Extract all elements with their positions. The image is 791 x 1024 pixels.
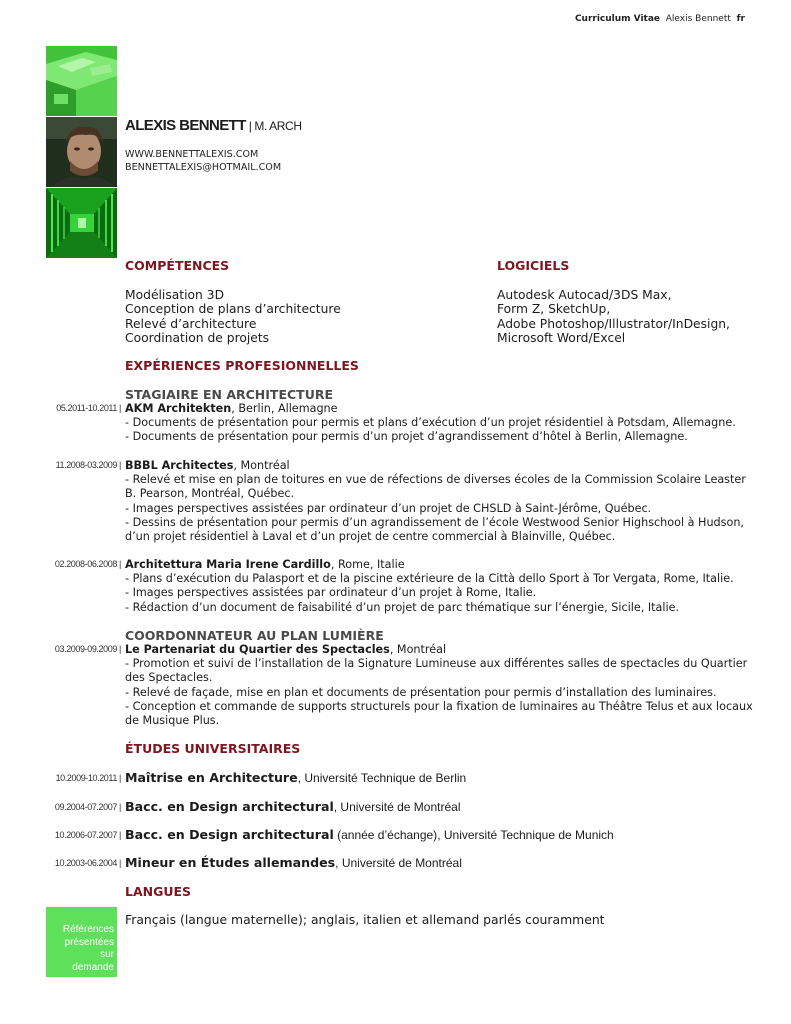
school-name: , Université Technique de Munich — [437, 828, 614, 842]
corridor-image — [46, 188, 117, 258]
header-name: Alexis Bennett — [665, 14, 731, 24]
role-heading-lighting: COORDONNATEUR AU PLAN LUMIÈRE — [125, 628, 384, 643]
job-entry — [125, 459, 753, 544]
job-line: - Images perspectives assistées par ordinateur d’un projet de CHSLD à Saint-Jérôme, Québec. — [125, 501, 652, 515]
job-date: 05.2011-10.2011 | — [56, 403, 121, 413]
job-entry — [125, 643, 753, 728]
references-line: Références — [62, 924, 114, 935]
language-code: fr — [736, 14, 745, 24]
skill-item: Conception de plans d’architecture — [125, 302, 341, 317]
job-line: - Dessins de présentation pour permis d’un agrandissement de l’école Westwood Senior Highschool à Hudson, — [125, 515, 744, 529]
education-heading: ÉTUDES UNIVERSITAIRES — [125, 741, 301, 756]
job-entry — [125, 558, 753, 615]
page-header — [575, 14, 745, 24]
job-line: - Documents de présentation pour permis et plans d’exécution d’un projet résidentiel à Potsdam, Allemagne. — [125, 416, 736, 430]
school-name: , Université Technique de Berlin — [297, 771, 467, 785]
skills-heading: COMPÉTENCES — [125, 258, 230, 273]
job-line: - Conception et commande de supports structurels pour la fixation de luminaires au Théâtre Telus et aux locaux — [125, 699, 753, 713]
full-name: ALEXIS BENNETT — [125, 117, 246, 134]
candidate-name — [125, 117, 302, 134]
job-date: 11.2008-03.2009 | — [55, 460, 121, 470]
degree-name: Mineur en Études allemandes — [125, 855, 336, 870]
job-line: - Promotion et suivi de l’installation de la Signature Lumineuse aux différentes salles de spectacles du Quartier — [125, 657, 748, 671]
role-heading-intern: STAGIAIRE EN ARCHITECTURE — [125, 387, 334, 402]
job-company: Le Partenariat du Quartier des Spectacles — [125, 643, 390, 656]
job-line: - Relevé de façade, mise en plan et documents de présentation pour permis d’installation des luminaires. — [125, 685, 717, 699]
job-line: de Musique Plus. — [125, 714, 220, 728]
name-separator: | — [245, 119, 255, 133]
job-line: - Plans d’exécution du Palasport et de la piscine extérieure de la Città dello Sport à Tor Vergata, Rome, Italie. — [125, 572, 734, 586]
software-item: Form Z, SketchUp, — [497, 302, 611, 317]
job-company: AKM Architekten — [125, 402, 232, 415]
job-date: 03.2009-09.2009 | — [54, 644, 121, 654]
references-line: demande — [72, 961, 114, 973]
degree-name: Maîtrise en Architecture — [125, 770, 298, 785]
software-item: Microsoft Word/Excel — [497, 330, 626, 345]
job-line: - Rédaction d’un document de faisabilité d’un projet de parc thématique sur l’énergie, Sicile, Italie. — [125, 600, 680, 614]
job-line: - Images perspectives assistées par ordinateur d’un projet à Rome, Italie. — [125, 586, 537, 600]
portrait-photo — [46, 117, 117, 187]
languages-heading: LANGUES — [125, 884, 192, 899]
school-name: , Université de Montréal — [335, 856, 462, 870]
education-entry — [125, 770, 466, 785]
education-date: 10.2009-10.2011 | — [55, 773, 121, 783]
contact-block — [125, 148, 281, 174]
degree-name: Bacc. en Design architectural — [125, 827, 334, 842]
software-item: Adobe Photoshop/Illustrator/InDesign, — [497, 316, 730, 331]
references-line: présentées — [64, 936, 114, 948]
software-heading: LOGICIELS — [497, 258, 570, 273]
skill-item: Relevé d’architecture — [125, 316, 257, 331]
job-location: , Montréal — [233, 459, 290, 472]
skill-item: Modélisation 3D — [125, 288, 225, 302]
education-date: 10.2006-07.2007 | — [54, 830, 121, 840]
skills-list — [125, 288, 341, 345]
job-date: 02.2008-06.2008 | — [54, 559, 121, 569]
job-location: , Berlin, Allemagne — [231, 402, 338, 415]
degree-title: M. ARCH — [254, 119, 302, 133]
education-date: 09.2004-07.2007 | — [54, 802, 121, 812]
job-line: - Documents de présentation pour permis d’un projet d’agrandissement d’hôtel à Berlin, Allemagne. — [125, 430, 688, 444]
education-date: 10.2003-06.2004 | — [54, 858, 121, 868]
job-location: , Rome, Italie — [330, 558, 405, 571]
degree-name: Bacc. en Design architectural — [125, 799, 334, 814]
job-company: BBBL Architectes — [125, 459, 234, 472]
job-company: Architettura Maria Irene Cardillo — [125, 558, 331, 571]
degree-note: (année d’échange) — [333, 828, 438, 842]
software-list — [497, 288, 730, 345]
job-entry — [125, 402, 753, 445]
website-link[interactable]: WWW.BENNETTALEXIS.COM — [125, 149, 259, 160]
architecture-model-image — [46, 46, 117, 116]
languages-text: Français (langue maternelle); anglais, italien et allemand parlés couramment — [125, 912, 605, 927]
software-item: Autodesk Autocad/3DS Max, — [497, 288, 672, 302]
education-entry — [125, 799, 461, 814]
education-entry — [125, 827, 614, 842]
references-line: sur — [100, 949, 114, 960]
job-line: d’un projet résidentiel à Laval et d’un projet de centre commercial à Blainville, Québec. — [125, 530, 616, 544]
skill-item: Coordination de projets — [125, 330, 270, 345]
job-line: - Relevé et mise en plan de toitures en vue de réfections de diverses écoles de la Commission Scolaire Leaster — [125, 473, 746, 487]
email-link[interactable]: BENNETTALEXIS@HOTMAIL.COM — [125, 162, 282, 173]
job-line: B. Pearson, Montréal, Québec. — [125, 487, 295, 501]
school-name: , Université de Montréal — [333, 800, 461, 814]
education-entry — [125, 855, 462, 870]
references-box — [46, 907, 117, 977]
cv-label: Curriculum Vitae — [574, 14, 661, 24]
job-line: des Spectacles. — [125, 671, 213, 685]
job-location: , Montréal — [389, 643, 447, 656]
experience-heading: EXPÉRIENCES PROFESIONNELLES — [125, 358, 359, 373]
